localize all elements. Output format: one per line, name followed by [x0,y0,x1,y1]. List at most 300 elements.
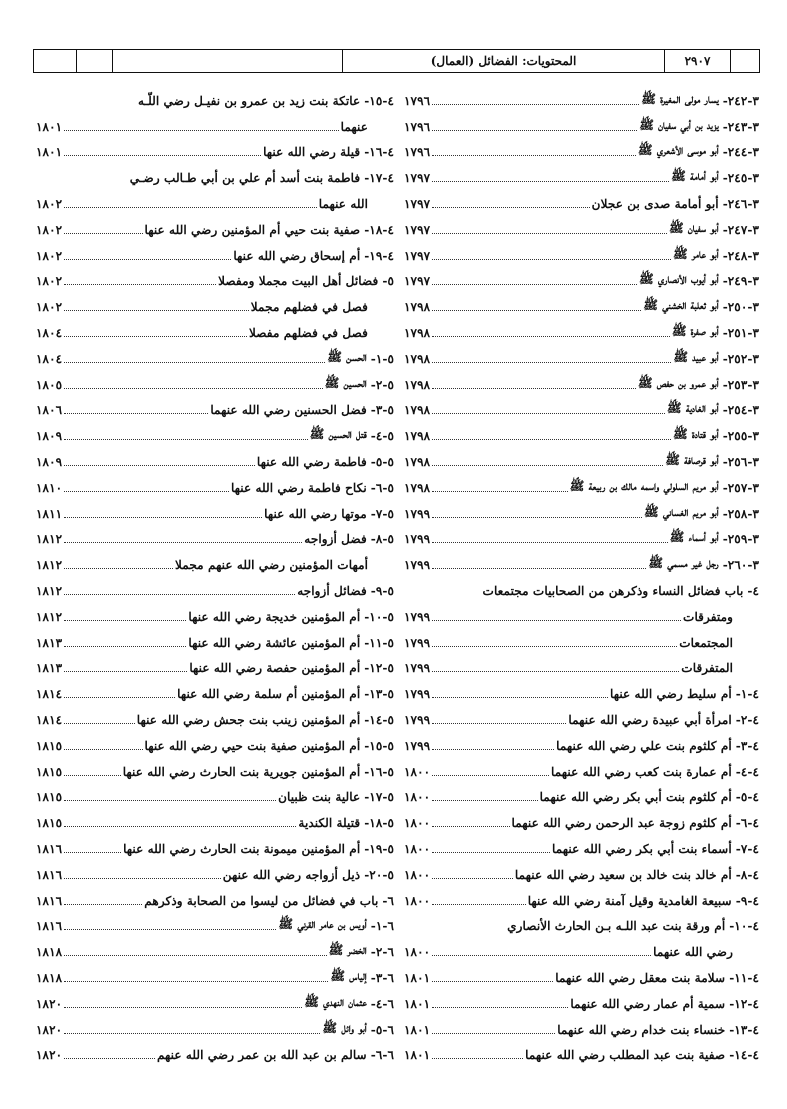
toc-entry-title: المجتمعات [679,635,733,650]
header-page-number: ٢٩٠٧ [664,50,730,72]
toc-entry-title: أبو أيوب الأنصاري ﷺ [639,272,719,287]
toc-entry-title: أم خالد بنت خالد بن سعيد رضي الله عنهما [514,867,732,882]
toc-entry-page: ١٨١٤ [36,713,63,728]
toc-entry-page: ١٧٩٨ [404,351,431,366]
toc-entry [36,656,394,682]
toc-entry [36,552,394,578]
dot-leader [64,697,175,698]
dot-leader [432,1058,523,1059]
toc-entry [404,681,759,707]
dot-leader [64,207,317,208]
toc-entry-page: ١٨١٣ [36,635,63,650]
dot-leader [432,775,549,776]
toc-entry-number: ٤-١٠- [729,919,759,934]
toc-entry-title: رجل غير مسمي ﷺ [648,556,719,571]
toc-entry-page: ١٨٠١ [404,1022,431,1037]
toc-entry-number: ٤-٣- [735,738,759,753]
toc-entry-page: ١٧٩٦ [404,93,431,108]
toc-entry-title: أبو عامر ﷺ [673,246,719,261]
toc-entry [404,88,759,114]
toc-entry-title: أم المؤمنين خديجة رضي الله عنها [188,609,361,624]
toc-entry [36,630,394,656]
dot-leader [64,749,142,750]
toc-entry-number: ٣-٢٥٣- [722,377,759,392]
toc-entry-title: أم المؤمنين ميمونة بنت الحارث رضي الله عنها [123,842,361,856]
toc-entry [404,630,759,656]
dot-leader [432,542,667,543]
toc-entry [36,320,394,346]
dot-leader [432,1033,555,1034]
toc-entry-page: ١٧٩٨ [404,455,431,470]
toc-entry [36,165,394,191]
toc-entry [36,398,394,424]
toc-entry-title: يسار مولى المغيرة ﷺ [641,91,719,106]
toc-entry [404,501,759,527]
toc-entry-title: أسماء بنت أبي بكر رضي الله عنهما [552,842,732,856]
toc-entry-number: ٣-٢٥٧- [722,480,759,495]
toc-entry-number: ٥-١٧- [364,790,394,805]
toc-entry-title: أم المؤمنين عائشة رضي الله عنها [188,635,361,650]
toc-entry-page: ١٧٩٩ [404,738,431,753]
toc-entry-page: ١٨١٢ [36,558,63,573]
toc-entry [404,398,759,424]
header-cell-empty [112,50,342,72]
toc-entry-number: ٥-١٦- [364,764,394,779]
toc-entry-title: فضائل أزواجه [297,584,367,599]
toc-entry-page: ١٨٢٠ [36,1022,63,1037]
toc-entry-title: أم المؤمنين حفصة رضي الله عنها [189,661,361,676]
toc-entry [404,862,759,888]
toc-entry-title: أم كلثوم زوجة عبد الرحمن رضي الله عنهما [511,816,732,831]
toc-entry-number: ٤-٨- [735,867,759,882]
dot-leader [432,800,537,801]
dot-leader [64,310,249,311]
dot-leader [64,723,135,724]
toc-entry [404,939,759,965]
toc-entry-page: ١٨١١ [36,506,63,521]
dot-leader [432,981,553,982]
toc-entry-number: ٤-١٤- [729,1048,759,1063]
toc-entry-page: ١٨٠٠ [404,893,431,908]
toc-entry-title: أبو موسى الأشعري ﷺ [637,143,719,158]
toc-entry [404,888,759,914]
toc-entry [404,114,759,140]
toc-entry-title: أبو الغادية ﷺ [666,401,719,416]
toc-entry-title: قتل الحسين ﷺ [309,427,367,442]
toc-entry [404,269,759,295]
toc-entry-title: الله عنهما [318,197,368,212]
toc-entry [404,965,759,991]
toc-entry-number: ٤-١٦- [364,145,394,160]
toc-entry-title: باب في فضائل من ليسوا من الصحابة وذكرهم [144,893,379,908]
toc-entry-number: ٥-٩- [370,584,394,599]
toc-entry [36,191,394,217]
toc-entry [404,656,759,682]
toc-entry-number: ٤-١- [735,687,759,702]
dot-leader [432,491,567,492]
dot-leader [432,207,589,208]
toc-entry [36,810,394,836]
toc-entry-number: ٥- [382,274,394,289]
toc-entry-page: ١٧٩٩ [404,687,431,702]
toc-entry-page: ١٧٩٩ [404,532,431,547]
dot-leader [64,284,216,285]
toc-entry-number: ٣-٢٤٤- [722,145,759,160]
toc-entry-number: ٤-١١- [729,970,759,985]
toc-entry [36,836,394,862]
dot-leader [64,233,142,234]
toc-entry-title: أبو قرصافة ﷺ [665,453,719,468]
toc-entry [36,88,394,114]
toc-entry-title: أبو أسماء ﷺ [669,530,719,545]
toc-entry-title: أبو أمامة صدى بن عجلان [591,197,719,212]
toc-entry-page: ١٧٩٧ [404,197,431,212]
toc-entry-number: ٤-١٧- [364,171,394,186]
dot-leader [64,259,231,260]
header-cell-empty [730,50,759,72]
toc-entry-number: ٤-١٨- [364,222,394,237]
toc-entry [36,888,394,914]
toc-entry-title: فضل الحسنين رضي الله عنهما [210,403,367,418]
toc-entry-title: أبو أمامة ﷺ [671,169,719,184]
toc-entry-page: ١٨٠٩ [36,429,63,444]
dot-leader [64,955,326,956]
toc-entry-number: ٦-٤- [370,996,394,1011]
toc-entry-page: ١٨٠١ [36,119,63,134]
toc-entry [36,140,394,166]
toc-entry-page: ١٨١٥ [36,764,63,779]
toc-entry-title: أم المؤمنين أم سلمة رضي الله عنها [177,687,361,702]
toc-entry-page: ١٧٩٦ [404,145,431,160]
dot-leader [64,594,295,595]
toc-entry-title: موتها رضي الله عنها [264,506,367,521]
toc-entry [36,449,394,475]
toc-entry [404,527,759,553]
toc-entry [404,836,759,862]
toc-entry [36,733,394,759]
toc-entry [36,372,394,398]
toc-entry-number: ٦- [382,893,394,908]
toc-entry-title: أبو مريم الغساني ﷺ [643,504,719,519]
toc-left-column [36,88,394,1068]
toc-entry-page: ١٧٩٧ [404,248,431,263]
toc-entry [404,475,759,501]
toc-entry-title: أم كلثوم بنت علي رضي الله عنهما [556,738,732,753]
toc-entry-title: أبو ثعلبة الخشني ﷺ [643,298,719,313]
dot-leader [432,826,509,827]
dot-leader [432,568,646,569]
toc-entry-title: ذيل أزواجه رضي الله عنهن [222,867,361,882]
toc-entry-number: ٣-٢٤٧- [722,222,759,237]
toc-entry-page: ١٨١٦ [36,893,63,908]
toc-entry-page: ١٧٩٩ [404,661,431,676]
toc-entry-title: فاطمة بنت أسد أم علي بن أبي طـالب رضـي [129,171,361,186]
toc-entry-number: ٦-٣- [370,970,394,985]
dot-leader [64,568,173,569]
dot-leader [432,852,550,853]
dot-leader [64,775,121,776]
dot-leader [432,671,679,672]
toc-entry [404,320,759,346]
toc-entry-page: ١٨٠٦ [36,403,63,418]
dot-leader [432,620,681,621]
toc-entry [36,475,394,501]
toc-entry-page: ١٨١٢ [36,532,63,547]
toc-entry [36,501,394,527]
toc-entry-number: ٤-٩- [735,893,759,908]
toc-entry-page: ١٧٩٩ [404,635,431,650]
toc-entry-number: ٥-١٥- [364,738,394,753]
toc-entry-page: ١٨٠٠ [404,764,431,779]
toc-entry-title: الحسن ﷺ [327,349,367,364]
toc-entry-page: ١٨٠٤ [36,351,63,366]
dot-leader [64,155,261,156]
toc-entry-title: أبو وائل ﷺ [322,1020,367,1035]
dot-leader [432,155,636,156]
toc-entry-page: ١٨١٥ [36,816,63,831]
toc-entry-number: ٣-٢٤٣- [722,119,759,134]
toc-entry-title: ومتفرقات [683,609,733,624]
toc-entry [404,810,759,836]
toc-entry [404,604,759,630]
toc-entry [36,965,394,991]
toc-entry-title: أم المؤمنين جويرية بنت الحارث رضي الله عنها [122,764,361,779]
dot-leader [64,439,307,440]
header-title: المحتويات: الفضائل (العمال) [342,50,664,72]
toc-entry-title: عنهما [340,119,368,134]
toc-entry-number: ٤- [747,584,759,599]
toc-entry-page: ١٨١٢ [36,609,63,624]
toc-entry-page: ١٧٩٨ [404,403,431,418]
toc-entry [404,243,759,269]
dot-leader [64,542,302,543]
toc-entry [404,552,759,578]
toc-entry-page: ١٨٠١ [404,970,431,985]
dot-leader [64,800,276,801]
toc-entry-page: ١٨١٠ [36,480,63,495]
toc-entry-page: ١٧٩٦ [404,119,431,134]
toc-entry-number: ٤-١٢- [729,996,759,1011]
toc-entry-number: ٤-١٥- [364,93,394,108]
toc-entry-page: ١٨٢٠ [36,1048,63,1063]
dot-leader [64,878,221,879]
dot-leader [432,1007,568,1008]
toc-entry-number: ٤-٦- [735,816,759,831]
toc-entry [36,707,394,733]
toc-entry-title: أويس بن عامر القرني ﷺ [278,917,367,932]
dot-leader [432,336,670,337]
page-header [33,49,760,73]
header-cell-empty [76,50,112,72]
dot-leader [432,517,642,518]
toc-entry-page: ١٨٠٢ [36,300,63,315]
toc-entry-title: فصل في فضلهم مجملا [250,300,368,315]
toc-entry-number: ٣-٢٤٦- [722,197,759,212]
dot-leader [64,620,186,621]
toc-entry-number: ٣-٢٤٥- [722,171,759,186]
toc-entry-number: ٥-١٣- [364,687,394,702]
toc-entry-page: ١٨٠٩ [36,455,63,470]
toc-entry-page: ١٨٠٠ [404,945,431,960]
toc-entry [36,346,394,372]
toc-entry-page: ١٧٩٩ [404,609,431,624]
toc-entry-title: أم إسحاق رضي الله عنها [233,248,361,263]
toc-entry [36,527,394,553]
toc-entry-number: ٤-١٩- [364,248,394,263]
toc-entry-number: ٥-٢٠- [364,867,394,882]
dot-leader [64,646,186,647]
toc-entry-number: ٥-١٢- [364,661,394,676]
toc-entry-page: ١٨١٨ [36,945,63,960]
dot-leader [432,904,526,905]
toc-entry [36,759,394,785]
toc-entry-number: ٣-٢٥٢- [722,351,759,366]
toc-entry-title: أمهات المؤمنين رضي الله عنهم مجملا [175,558,368,573]
dot-leader [64,336,247,337]
toc-entry-title: يزيد بن أبي سفيان ﷺ [639,117,719,132]
toc-entry [36,217,394,243]
toc-entry-page: ١٨٠١ [404,996,431,1011]
toc-entry [36,862,394,888]
toc-entry-page: ١٧٩٩ [404,713,431,728]
toc-entry-number: ٦-٦- [370,1048,394,1063]
toc-entry-page: ١٨٠٢ [36,197,63,212]
dot-leader [432,388,636,389]
toc-entry-title: أبو صفرة ﷺ [671,324,719,339]
toc-entry-number: ٥-٤- [370,429,394,444]
toc-entry-page: ١٨١٦ [36,842,63,856]
toc-entry-title: أم المؤمنين صفية بنت حيي رضي الله عنها [144,738,361,753]
toc-entry-title: أبو عبيد ﷺ [673,349,719,364]
dot-leader [432,181,669,182]
dot-leader [64,517,262,518]
toc-entry [404,578,759,604]
toc-entry-title: أبو مريم السلولي واسمه مالك بن ربيعة ﷺ [569,478,719,493]
toc-entry-title: أم كلثوم بنت أبي بكر رضي الله عنهما [539,790,732,805]
toc-entry-page: ١٨٠٤ [36,326,63,341]
toc-entry-number: ٥-٦- [370,480,394,495]
toc-entry-title: إلياس ﷺ [330,968,367,983]
toc-entry [36,243,394,269]
toc-entry-title: الحسين ﷺ [324,375,367,390]
toc-entry-title: أبو عمرو بن حفص ﷺ [637,375,719,390]
toc-entry [36,681,394,707]
dot-leader [432,259,671,260]
dot-leader [432,310,641,311]
toc-entry-number: ٥-٣- [370,403,394,418]
dot-leader [432,284,637,285]
toc-entry [36,785,394,811]
toc-entry-number: ٤-٥- [735,790,759,805]
toc-entry [404,733,759,759]
dot-leader [64,362,325,363]
toc-entry-number: ٥-٧- [370,506,394,521]
toc-entry [404,191,759,217]
toc-entry-number: ٤-٧- [735,842,759,856]
toc-entry-number: ٣-٢٤٢- [722,93,759,108]
toc-entry-title: سبيعة الغامدية وقيل آمنة رضي الله عنها [527,893,732,908]
dot-leader [64,465,255,466]
toc-entry-title: باب فضائل النساء وذكرهن من الصحابيات مجتمعات [482,584,744,599]
dot-leader [432,130,637,131]
toc-entry-title: عاتكة بنت زيد بن عمرو بن نفيـل رضي اللّـه [138,93,361,108]
toc-entry [404,346,759,372]
toc-entry-page: ١٨١٦ [36,919,63,934]
toc-entry [404,423,759,449]
toc-entry-number: ٥-١- [370,351,394,366]
toc-entry [36,269,394,295]
toc-entry-page: ١٨٠١ [404,1048,431,1063]
toc-entry [36,914,394,940]
toc-entry-page: ١٨٠٥ [36,377,63,392]
toc-entry-page: ١٨١٥ [36,790,63,805]
toc-entry-title: أبو سفيان ﷺ [668,220,719,235]
toc-entry [404,785,759,811]
toc-entry-title: فضل أزواجه [304,532,367,547]
dot-leader [432,723,566,724]
dot-leader [64,1007,302,1008]
dot-leader [64,671,187,672]
toc-entry-number: ٣-٢٥٨- [722,506,759,521]
toc-entry-page: ١٨١٤ [36,687,63,702]
dot-leader [64,929,276,930]
toc-entry-page: ١٨١٥ [36,738,63,753]
toc-entry-title: خنساء بنت خدام رضي الله عنهما [557,1022,726,1037]
toc-entry [404,217,759,243]
toc-entry-title: الخضر ﷺ [328,943,367,958]
toc-entry-title: سلامة بنت معقل رضي الله عنهما [555,970,726,985]
toc-entry-number: ٥-١١- [364,635,394,650]
toc-entry [404,165,759,191]
toc-entry [404,1017,759,1043]
dot-leader [432,749,554,750]
toc-entry-number: ٣-٢٤٨- [722,248,759,263]
toc-entry [404,449,759,475]
dot-leader [432,104,639,105]
toc-entry-page: ١٧٩٨ [404,326,431,341]
toc-entry-number: ٣-٢٥٠- [722,300,759,315]
toc-entry-page: ١٨١٣ [36,661,63,676]
toc-entry-page: ١٧٩٧ [404,171,431,186]
toc-entry-title: المتفرقات [681,661,733,676]
toc-entry-number: ٦-٢- [370,945,394,960]
toc-entry [36,604,394,630]
dot-leader [432,413,665,414]
toc-entry-page: ١٧٩٨ [404,429,431,444]
dot-leader [432,697,608,698]
toc-entry-number: ٥-٥- [370,455,394,470]
toc-entry [404,707,759,733]
dot-leader [432,955,651,956]
toc-entry-number: ٣-٢٤٩- [722,274,759,289]
toc-entry-page: ١٨٢٠ [36,996,63,1011]
dot-leader [432,362,671,363]
toc-entry-page: ١٧٩٨ [404,480,431,495]
dot-leader [64,981,328,982]
toc-entry-page: ١٨١٦ [36,867,63,882]
toc-entry-title: أم المؤمنين زينب بنت جحش رضي الله عنها [136,713,361,728]
toc-entry-number: ٥-٨- [370,532,394,547]
toc-entry-page: ١٧٩٨ [404,300,431,315]
dot-leader [64,904,142,905]
dot-leader [64,1058,155,1059]
toc-entry-number: ٦-٥- [370,1022,394,1037]
toc-entry-page: ١٨٠٠ [404,842,431,856]
toc-entry-number: ٣-٢٥٤- [722,403,759,418]
dot-leader [432,233,667,234]
dot-leader [432,878,513,879]
toc-entry-number: ٥-١٩- [364,842,394,856]
